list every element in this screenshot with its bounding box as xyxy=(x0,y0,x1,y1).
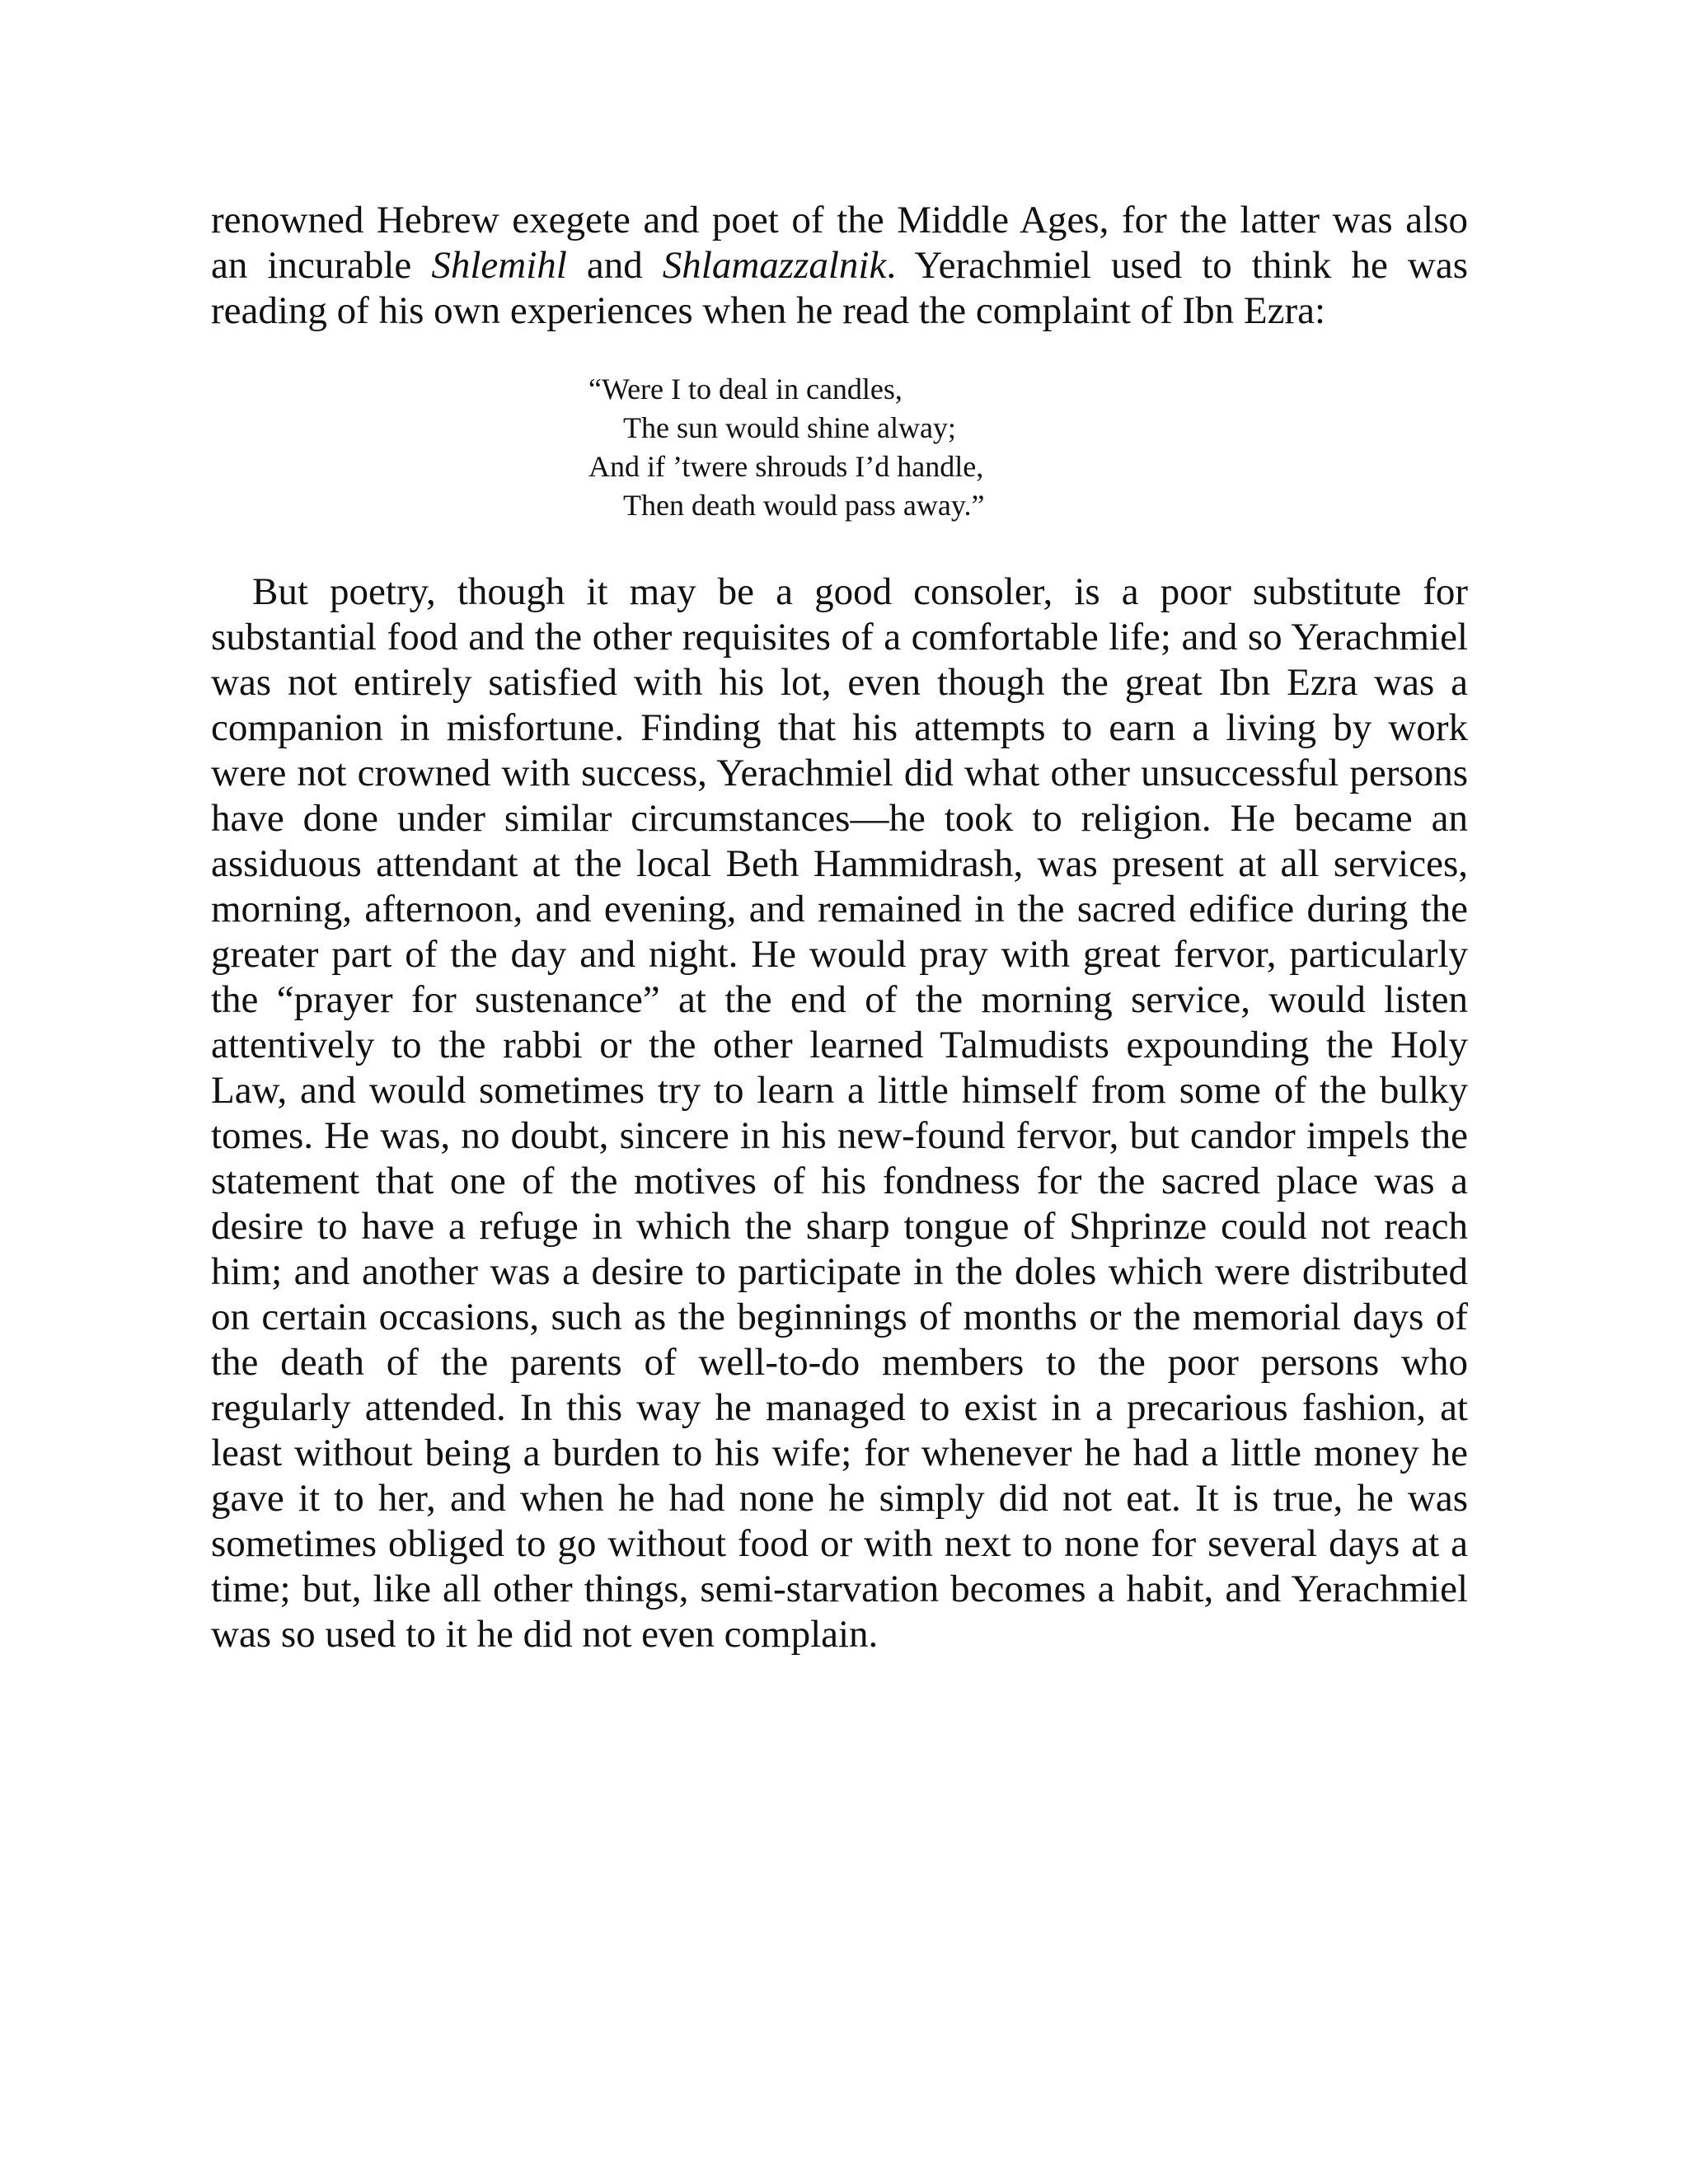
main-paragraph: But poetry, though it may be a good consoler, is a poor substitute for substantial food and the other requisites of a comfortable life; and so Yerachmiel was not entirely satisfied with his lot, even though the great Ibn Ezra was a companion in misfortune. Finding that his attempts to earn a living by work were not crowned with success, Yerachmiel did what other unsuccessful persons have done under similar circumstances—he took to religion. He became an assiduous attendant at the local Beth Hammidrash, was present at all services, morning, afternoon, and evening, and remained in the sacred edifice during the greater part of the day and night. He would pray with great fervor, particularly the “prayer for sustenance” at the end of the morning service, would listen attentively to the rabbi or the other learned Talmudists expounding the Holy Law, and would sometimes try to learn a little himself from some of the bulky tomes. He was, no doubt, sincere in his new-found fervor, but candor impels the statement that one of the motives of his fondness for the sacred place was a desire to have a refuge in which the sharp tongue of Shprinze could not reach him; and another was a desire to participate in the doles which were distributed on certain occasions, such as the beginnings of months or the memorial days of the death of the parents of well-to-do members to the poor persons who regularly attended. In this way he managed to exist in a precarious fashion, at least without being a burden to his wife; for whenever he had a little money he gave it to her, and when he had none he simply did not eat. It is true, he was sometimes obliged to go without food or with next to none for several days at a time; but, like all other things, semi-starvation becomes a habit, and Yerachmiel was so used to it he did not even complain. xyxy=(211,570,1468,1656)
poem-line: “Were I to deal in candles, xyxy=(588,373,903,405)
poem-line: And if ’twere shrouds I’d handle, xyxy=(588,450,984,483)
poem-line: The sun would shine alway; xyxy=(623,411,956,444)
opening-text-part2: and xyxy=(566,244,663,287)
opening-text-part1: renowned Hebrew exegete and poet of the Middle Ages, for the latter was also an incurable xyxy=(211,199,1468,287)
italic-term-shlamazzalnik: Shlamazzalnik xyxy=(662,244,887,287)
poem-quotation xyxy=(588,370,1468,525)
italic-term-shlemihl: Shlemihl xyxy=(431,244,567,287)
opening-text-part3: . Yerachmiel used to think he was reading of his own experiences when he read the complaint of Ibn Ezra: xyxy=(211,244,1468,332)
opening-paragraph xyxy=(211,198,1468,334)
poem-line: Then death would pass away.” xyxy=(623,489,985,522)
page-body xyxy=(211,198,1468,1657)
